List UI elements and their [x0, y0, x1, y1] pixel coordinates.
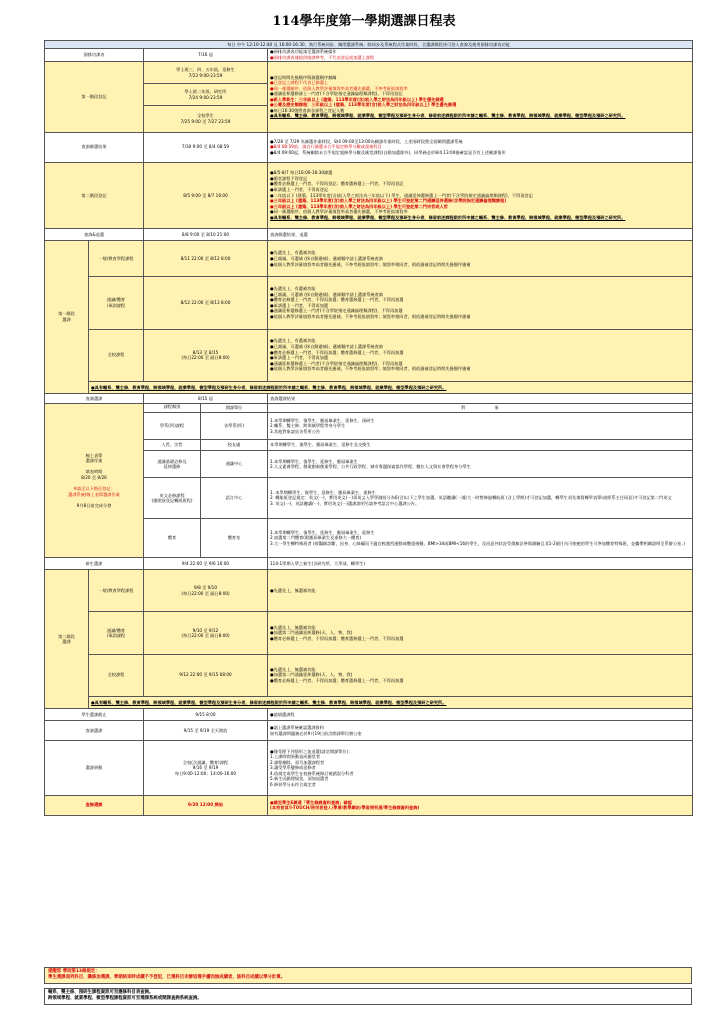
sub-who: 通識/體育 /軍訓課程 — [89, 612, 144, 654]
stage-label: 查詢選課 — [45, 795, 144, 815]
stage-label: 第二階段登記 — [45, 162, 144, 228]
result1-row — [45, 132, 693, 162]
reminder-title: 提醒您 學則第13條規定： — [48, 969, 100, 974]
reg-unit: 通識中心 — [225, 461, 243, 467]
time-cell: 8/8 9:00 至 8/10 21:00 — [144, 228, 268, 240]
desc-line: ●二年級以下 (建築、113學年度(含)前入學之財法為三年級以下) 學生，通識延伸選修選上一門者(不含學院指定通識倫理類課程)，不得再登記 — [270, 192, 533, 198]
footer-note: ●具有輔系、雙主修、教育學程、跨領域學程、就業學程、微型學程及預研生身分者，修習前述課程限於所申請之輔系、雙主修、教育學程、跨領域學程、就業學程、微型學程及預研之研究所。 — [89, 381, 693, 393]
sub-who: 全校課程 — [89, 329, 144, 381]
desc-line: ●先選先上，有選補功能 — [270, 250, 316, 256]
desc-line: ●已額滿，可選補 (採自動遞補)，遞補順序請上選課系統查詢 — [270, 291, 383, 297]
reg-target — [268, 451, 693, 478]
desc-line: ●三年級以上 (建築、113學年度(含)前入學之財法為四年級以上) 學生可登記第二門宗哲或人哲 — [270, 203, 448, 209]
desc-line: ●通識延伸選修選上一門者(不含學院指定通識倫理類課程)，不得再加選 — [270, 360, 403, 366]
desc-cell: 114-1學期入學之新生(含研究所、大學部、轉學生) — [268, 558, 693, 570]
group-time: 7/25 9:00 至 7/27 23:59 — [180, 118, 231, 124]
target-line: 2.人文素養學程、創業創新創業學程、公共行政學程、城市專題探索協作學程、數位人文與社會學程身分學生 — [270, 464, 471, 470]
time-cell: 9/20 12:00 開始 — [144, 795, 268, 815]
desc-line: ●依個人教學評量填寫率高者優先遞補，不參考班級填寫率；填寫率相同者，則依遞補登記時間先後順序遞補 — [270, 314, 471, 320]
desc-line: ●加選第二門通識延伸選修(天、人、物、我) — [270, 630, 353, 636]
desc-line: ●公費及歷史類課程：三年級以上 (建築、113學年度(含)前入學之財法為四年級以上) 學生優先篩選 — [270, 102, 457, 108]
schedule-table — [44, 40, 693, 816]
reg-line: 線上表單 — [85, 452, 103, 458]
target-line: 2.輔系、雙主修、跨領域學程等身分學生 — [270, 423, 346, 429]
desc-cell — [268, 162, 693, 228]
prearrange-row — [45, 48, 693, 61]
target-line: 3.大一學生轉特殊班者 (經醫師診斷，因身、心障礙而不適宜較激烈運動或體重指數，BMI>34或BMI<16的學生，及因意外狀況受傷無法參與測驗且非1-2個月內可痊癒的學生可參加體育特殊班，並攜帶相關證明至系辦公室。) — [270, 540, 685, 546]
desc-cell — [268, 48, 693, 61]
desc-line: ●體育必修選上一門者，不得再加選；體育選修選上一門者，不得再加選 — [270, 349, 404, 355]
reg-cat-unit — [144, 413, 268, 440]
reg-cat-unit — [144, 440, 268, 451]
time-cell: 8/12 22:00 至 8/13 8:00 — [144, 277, 268, 329]
footer-note: ●具有輔系、雙主修、教育學程、跨領域學程、就業學程、微型學程及預研生身分者，修習前述課程限於所申請之輔系、雙主修、教育學程、跨領域學程、就業學程、微型學程及預研之研究所。 — [89, 696, 693, 708]
desc-line: ●登記時間先後順序與篩選順序無關 — [270, 74, 337, 80]
desc-cell — [268, 570, 693, 612]
desc-cell — [268, 62, 693, 133]
reg-line: 8/20 至 8/26 — [81, 475, 107, 481]
desc-line: ●三年級以上 (建築、113學年度(含)前入學之財法為四年級以上) 學生可登記第二門通識延伸選修(含學院指定通識倫理類課程) — [270, 198, 507, 204]
online1-footer-row — [45, 381, 693, 393]
query-retreat-row — [45, 228, 693, 240]
desc-line: ●體育必修選上一門者，不得再加選；體育選修選上一門者，不得再加選 — [270, 635, 404, 641]
desc-line: ●8/4 08:59前，請自行篩選未合乎規定修學分數或重複科目 — [270, 144, 382, 150]
desc-line: (本校首頁/I-TOUCH/使用者登入/學業/教學網站/學習便利通/學生修課資料查詢) — [270, 805, 420, 811]
registration-row — [45, 404, 693, 413]
reg-target — [268, 519, 693, 558]
time-cell: 9/8 至 9/10 (每日22:00 至 隔日8:00) — [144, 570, 268, 612]
target-line: 2. 轉航班登記規定：英文(一)，實用英文(一)須英文入學學測級分為6(含)以下之學生加選。英語聽講(一)限大一時曾修過轉航班 (含上學期)才可登記加選，轉學生須先填寫轉學表單(或經系主任同意)才可登記第二門英文 — [270, 495, 672, 501]
desc-line: ●7/28 至 7/29 為篩選作業時段，8/4 09:00至13:00為刪課作業時段，上述兩時段將全面關閉選課系統 — [270, 138, 463, 144]
desc-line: ●請上選課系統確認選課資料 — [270, 725, 324, 731]
reg-unit: 體育室 — [227, 535, 241, 541]
desc-line: 5.新生因錯理規免，須加退選者 — [270, 776, 329, 782]
stage-label: 第一階段登記 — [45, 62, 144, 133]
stage-label: 預排功課表 — [45, 48, 144, 61]
bottom-note: 輔系、雙主修、預研生課程資訊可至應修科目表查詢。 — [48, 990, 154, 995]
time-cell: 9/10 至 9/12 (每日22:00 至 隔日8:00) — [144, 612, 268, 654]
reg-category: 人哲、宗哲 — [144, 440, 201, 450]
online1-row — [45, 277, 693, 329]
header-note: 每日 中午 12:10-12:40 及 16:00-16:30，執行系統同步、關閉選課系統；除同步及系統程式作業時段，全選課階段皆可登入查詢及使用預排功課表功能 — [45, 41, 693, 49]
reminder-body: 學生選課須列科目、識修加選課，學期結束時成績不予登記，已選科目未辦退選手續而無成績者，該科目成績以零分計算。 — [48, 975, 286, 981]
desc-line: ●依個人教學評量填寫率高者優先遞補，不參考班級填寫率；填寫率相同者，則依遞補登記時間先後順序遞補 — [270, 366, 471, 372]
desc-line: ●請至學生E網通「學生修課資料查詢」確認 — [270, 799, 352, 805]
desc-line: ●已登記之課程不代表已篩選上 — [270, 80, 329, 86]
time-cell: 7/30 9:00 至 8/4 08:59 — [144, 132, 268, 162]
reg-target — [268, 478, 693, 519]
desc-cell — [268, 241, 693, 277]
time-cell: 9/12 22:00 至 9/15 08:00 — [144, 654, 268, 696]
stage-label: 學生選課截止 — [45, 709, 144, 721]
desc-line: ●軍訓選上一門者，不得再加選 — [270, 302, 329, 308]
desc-line: ●體育必修選上一門者，不得再登記；體育選修選上一門者，不得再登記 — [270, 181, 404, 187]
stage2-row — [45, 162, 693, 228]
online2-row — [45, 612, 693, 654]
desc-line: ●體育必修選上一門者，不得再加選；體育選修選上一門者，不得再加選 — [270, 297, 404, 303]
desc-line: ●每日16:30後將查詢各課程之登記人數 — [270, 107, 345, 113]
deadline-row — [45, 709, 693, 721]
stage1-row — [45, 62, 693, 84]
online2-row — [45, 570, 693, 612]
desc-line: ●軍訓選上一門者，不得再加選 — [270, 355, 329, 361]
desc-cell — [268, 329, 693, 381]
reg-cat-unit — [144, 478, 268, 519]
time-cell: 8/11 22:00 至 8/12 8:00 — [144, 241, 268, 277]
target-line: 2.加選第二門體育(限應屆畢業生及重修大一體育) — [270, 535, 362, 541]
stage-label: 查詢&退選 — [45, 228, 144, 240]
reg-unit: 校友處 — [227, 442, 241, 448]
group-cell — [144, 62, 268, 84]
reg-line: 選課系統/線上表單選課作業 — [68, 491, 120, 497]
desc-line: ●通識延伸選修選上一門者(不含學院指定通識倫理類課程)，不得再加選 — [270, 308, 403, 314]
desc-cell — [268, 132, 693, 162]
col-header: 課程類別 — [144, 404, 201, 412]
time-cell: 7/16 起 — [144, 48, 268, 61]
desc-cell: 查詢篩選結果、退選 — [268, 228, 693, 240]
stage-label: 查詢選課 — [45, 393, 144, 403]
desc-line: ●先選先上，有選補功能 — [270, 338, 316, 344]
desc-line: ●預排功課表僅提供排課參考，不代表登記或加選上課程 — [270, 54, 375, 60]
sub-who: 一般/教育學程課程 — [89, 241, 144, 277]
group-cell — [144, 106, 268, 132]
header-note-row — [45, 41, 693, 49]
sub-who: 一般/教育學程課程 — [89, 570, 144, 612]
desc-cell — [268, 277, 693, 329]
reg-header-cell — [144, 404, 268, 413]
desc-line: ●8/5-8/7 每日16:00-16:30篩選 — [270, 170, 333, 176]
desc-line: 2.課程刪除，須另加選課程者 — [270, 759, 325, 765]
desc-line: ●同一篩選順序，依個人教學評量填寫率高者優先篩選，不參考班級填寫率 — [270, 85, 408, 91]
desc-line: ●已額滿，可選補 (採自動遞補)，遞補順序請上選課系統查詢 — [270, 344, 383, 350]
desc-line: ●加選第二門通識延伸選修(天、人、物、我) — [270, 672, 353, 678]
desc-line: ●先選先上，無選補功能 — [270, 624, 316, 630]
time-cell: 8/5 9:00 至 8/7 16:00 — [144, 162, 268, 228]
desc-cell — [268, 741, 693, 795]
page-title: 114學年度第一學期選課日程表 — [272, 14, 456, 29]
desc-line: ●先選先上，無選補功能 — [270, 588, 316, 594]
online1-row — [45, 329, 693, 381]
bottom-note: 跨領域學程、就業學程、微型學程課程資訊可至選課系統或開課查詢系統查詢。 — [48, 996, 202, 1002]
group-time: 7/23 9:00-23:59 — [188, 72, 223, 78]
registration-info — [45, 404, 144, 558]
desc-line: ●衝堂課程不得登記 — [270, 175, 308, 181]
desc-cell: 查詢選課結果 — [268, 393, 693, 403]
change-row — [45, 741, 693, 795]
desc-cell: ●請填選課程 — [268, 709, 693, 721]
reg-unit: 各學系(所) — [223, 423, 245, 429]
group-who: 學士班二年級，研究所 — [184, 89, 227, 95]
desc-line: ●僅受理下列情形之加退選(請洽開課單位)： — [270, 748, 353, 754]
stage-label: 第一階段 選課 — [45, 241, 89, 394]
target-line: 1. 本學期轉學生、復學生、延修生、應屆畢業生、重修生 — [270, 489, 376, 495]
query-sel-row — [45, 721, 693, 741]
desc-line: 4.依規定或學生在校務系統修訂被錯誤分科者 — [270, 770, 354, 776]
desc-line: ●依個人教學評量填寫率高者優先遞補，不參考班級填寫率；填寫率相同者，則依遞補登記時間先後順序遞補 — [270, 261, 471, 267]
reg-line: 填表時間 — [85, 469, 103, 475]
time-cell: 9/4 22:00 至 9/6 16:00 — [144, 558, 268, 570]
reg-category: 學系(所)課程 — [144, 413, 201, 439]
online1-row — [45, 241, 693, 277]
reg-category: 英文必修課程 (僅開放登記轉班班程) — [144, 478, 201, 518]
time-cell: 全校(含通識、體育)課程 9/16 至 9/19 每日9:00-12:00；14:00-16:00 — [144, 741, 268, 795]
reg-line: ※請至以下路徑登記： — [73, 486, 115, 492]
reg-cat-unit — [144, 519, 268, 558]
stage-label: 查詢選課 — [45, 721, 144, 741]
desc-line: ●通識延伸選修課上一門者(不含學院指定通識倫理類課程)，不得再登記 — [270, 91, 403, 97]
desc-line: 3.讓受學系變修或延修者 — [270, 765, 316, 771]
desc-line: 如有選課問題務必於9月19日前洽開課單位辦公室 — [270, 730, 362, 736]
desc-cell — [268, 654, 693, 696]
reg-target — [268, 413, 693, 440]
desc-line: 6.修習學分未符合規定者 — [270, 781, 316, 787]
desc-line: 1.上課時間異動造成衝堂者 — [270, 754, 321, 760]
query-courses-row — [45, 393, 693, 403]
desc-cell — [268, 612, 693, 654]
target-line: 1.本學期轉學生、復學生、延修生、應屆畢業生 — [270, 458, 358, 464]
desc-line: ●軍訓選上一門者，不得再登記 — [270, 187, 329, 193]
col-header: 對 象 — [268, 404, 693, 413]
target-line: 1.本學期轉學生、復學生、延修生、應屆畢業生、延修生 — [270, 529, 375, 535]
desc-line: ●先選先上，無選補功能 — [270, 666, 316, 672]
target-line: 本學期轉學生、復學生、應屆畢業生、延修生及交換生 — [270, 442, 371, 448]
time-cell: 8/15 起 — [144, 393, 268, 403]
time-cell: 9/15 至 9/19 全天開放 — [144, 721, 268, 741]
reg-unit: 語言中心 — [225, 495, 243, 501]
desc-line: ●具有輔系、雙主修、教育學程、跨領域學程、就業學程、微型學程及預研生身分者，修習前述課程限於所申請之輔系、雙主修、教育學程、跨領域學程、就業學程、微型學程及預研之研究所。 — [270, 113, 626, 119]
desc-line: ●預排功課表功能請至選課系統操作 — [270, 49, 337, 55]
desc-line: ●同一篩選順序，依個人教學評量填寫率高者優先篩選，不參考班級填寫率 — [270, 209, 408, 215]
sub-who: 通識/體育 /軍訓課程 — [89, 277, 144, 329]
online2-row — [45, 654, 693, 696]
reg-category: 通識基礎必修及 延伸選修 — [144, 451, 201, 477]
desc-line: ●先選先上，有選補功能 — [270, 286, 316, 292]
reg-category: 體育 — [144, 519, 201, 557]
col-header: 開課單位 — [225, 405, 243, 411]
time-cell: 9/15 8:00 — [144, 709, 268, 721]
group-who: 學士班三、四、五年級，延修生 — [176, 67, 235, 73]
confirm-row — [45, 795, 693, 815]
time-cell: 8/13 至 8/15 (每日22:00 至 隔日8:00) — [144, 329, 268, 381]
online2-footer-row — [45, 696, 693, 708]
reg-target — [268, 440, 693, 451]
reg-line: 選課作業 — [85, 458, 103, 464]
desc-cell — [268, 795, 693, 815]
sub-who: 全校課程 — [89, 654, 144, 696]
freshman-row — [45, 558, 693, 570]
stage-label: 新生選課 — [45, 558, 144, 570]
group-time: 7/24 9:00-23:59 — [188, 94, 223, 100]
desc-line: ●已額滿，可選補 (採自動遞補)，遞補順序請上選課系統查詢 — [270, 255, 383, 261]
desc-line: ●8/4 09:00起，系統刪除未合乎規定超修學分數及衝堂課程(自動加選除外)，同學務必於8/4 13:00後確認是否有上述刪課情形 — [270, 149, 506, 155]
target-line: 3. 英文(一)、英語聽講(一)，實用英文(一)選課說明另請參考語言中心選課公告。 — [270, 500, 420, 506]
group-cell — [144, 84, 268, 106]
group-who: 全校學生 — [197, 113, 214, 119]
reg-line: 9月8日前完成分發 — [76, 502, 112, 508]
desc-cell — [268, 721, 693, 741]
regulation-reminder — [44, 967, 692, 984]
desc-line: ●體育必修選上一門者，不得再加選；體育選修選上一門者，不得再加選 — [270, 678, 404, 683]
target-line: 1.本學期轉學生、復學生、應屆畢業生、延修生、預研生 — [270, 417, 375, 423]
bottom-notes — [44, 988, 692, 1005]
reg-cat-unit — [144, 451, 268, 478]
stage-label: 第二階段 選課 — [45, 570, 89, 709]
stage-label: 查詢篩選結果 — [45, 132, 144, 162]
target-line: 3.其他對象請見各系所公告 — [270, 428, 321, 434]
desc-line: ●具有輔系、雙主修、教育學程、跨領域學程、就業學程、微型學程及預研生身分者，修習前述課程限於所申請之輔系、雙主修、教育學程、跨領域學程、就業學程、微型學程及預研之研究所。 — [270, 214, 626, 220]
stage-label: 選課異動 — [45, 741, 144, 795]
desc-line: ●新入學新生：三年級以上 (建築、113學年度(含)前入學之財法為四年級以上) 學生優先篩選 — [270, 96, 444, 102]
